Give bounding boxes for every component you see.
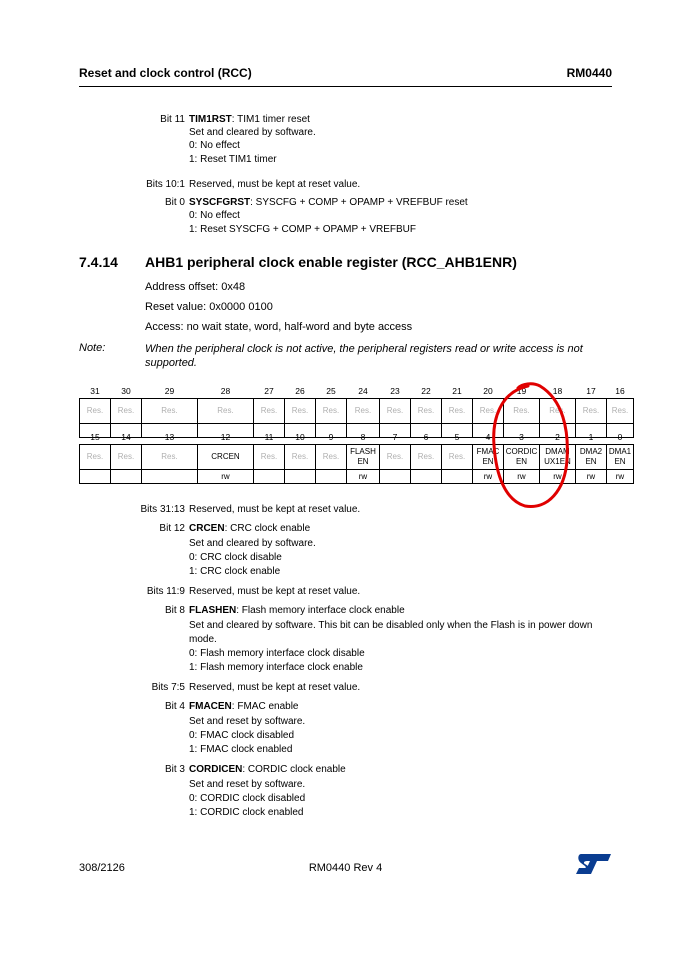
bit-number: 18 — [552, 386, 563, 396]
bit-desc: : TIM1 timer reset — [231, 114, 310, 125]
desc-line: 1: CORDIC clock enabled — [189, 807, 304, 818]
desc-line: 0: CRC clock disable — [189, 552, 282, 563]
bit-desc: : SYSCFG + COMP + OPAMP + VREFBUF reset — [250, 197, 468, 208]
bit-number: 6 — [423, 432, 429, 442]
reserved-cell: Res. — [285, 399, 316, 424]
bit-number: 15 — [90, 432, 100, 442]
bit-number: 5 — [454, 432, 460, 442]
bit-number: 2 — [555, 432, 560, 442]
bit-number: 14 — [121, 432, 131, 442]
bit-label: Bit 3 — [164, 764, 185, 775]
bit-number: 7 — [392, 432, 398, 442]
reserved-cell: Res. — [254, 399, 285, 424]
desc-line: 0: No effect — [189, 210, 240, 221]
reserved-cell: Res. — [576, 399, 607, 424]
bit-number: 13 — [164, 432, 175, 442]
reserved-cell: Res. — [111, 399, 142, 424]
bit-number: 11 — [264, 432, 274, 442]
reserved-cell: Res. — [111, 445, 142, 470]
access-cell — [111, 470, 142, 484]
bit-number: 31 — [90, 386, 100, 396]
bit-number: 16 — [615, 386, 625, 396]
bit-number: 26 — [295, 386, 305, 396]
bit-label: Bits 7:5 — [151, 682, 185, 693]
reserved-cell: Res. — [80, 445, 111, 470]
access-cell — [285, 470, 316, 484]
header-rule — [79, 86, 612, 87]
bit-name: FLASHEN — [189, 605, 237, 616]
access-cell: rw — [473, 470, 504, 484]
bit-name: CRCEN — [189, 523, 225, 534]
access-cell: rw — [540, 470, 576, 484]
reserved-cell: Res. — [540, 399, 576, 424]
field-dmamux1en: DMAM UX1EN — [540, 445, 576, 470]
desc-line: 1: Reset TIM1 timer — [189, 154, 277, 165]
bit-number: 24 — [358, 386, 368, 396]
desc-line: Set and cleared by software. — [189, 538, 316, 549]
bit-label: Bits 31:13 — [140, 504, 185, 515]
reserved-cell: Res. — [316, 399, 347, 424]
access-cell: rw — [347, 470, 380, 484]
access-cell: rw — [198, 470, 254, 484]
bit-label: Bit 0 — [164, 197, 185, 208]
bit-number: 29 — [164, 386, 175, 396]
register-map-lower — [79, 430, 634, 484]
bit-desc: Reserved, must be kept at reset value. — [189, 504, 361, 515]
reserved-cell: Res. — [504, 399, 540, 424]
bit-number: 28 — [220, 386, 231, 396]
bit-number: 3 — [519, 432, 524, 442]
desc-line: 0: FMAC clock disabled — [189, 730, 295, 741]
reserved-cell: Res. — [285, 445, 316, 470]
bit-desc: : FMAC enable — [231, 701, 299, 712]
access-cell — [80, 470, 111, 484]
section-title: AHB1 peripheral clock enable register (RCC_AHB1ENR) — [145, 254, 517, 270]
section-number: 7.4.14 — [79, 254, 118, 270]
bit-name: CORDICEN — [189, 764, 243, 775]
desc-line: 1: CRC clock enable — [189, 566, 281, 577]
note-text: When the peripheral clock is not active, the peripheral registers read or write access is not supported. — [145, 343, 583, 369]
bit-number: 20 — [483, 386, 493, 396]
st-logo-icon — [575, 852, 613, 876]
bit-desc: : CORDIC clock enable — [242, 764, 346, 775]
address-offset: Address offset: 0x48 — [145, 281, 246, 293]
access-cell: rw — [504, 470, 540, 484]
desc-line: Set and reset by software. — [189, 716, 306, 727]
bit-name: TIM1RST — [189, 114, 232, 125]
reserved-cell: Res. — [607, 399, 634, 424]
bit-desc: Reserved, must be kept at reset value. — [189, 682, 361, 693]
reserved-cell: Res. — [316, 445, 347, 470]
access-cell — [442, 470, 473, 484]
bit-number: 10 — [295, 432, 305, 442]
bit-desc: : CRC clock enable — [224, 523, 311, 534]
field-dma2en: DMA2 EN — [576, 445, 607, 470]
desc-line: 0: Flash memory interface clock disable — [189, 648, 365, 659]
field-cordicen: CORDIC EN — [504, 445, 540, 470]
field-flashen: FLASH EN — [347, 445, 380, 470]
reserved-cell: Res. — [142, 445, 198, 470]
bit-desc: Reserved, must be kept at reset value. — [189, 586, 361, 597]
desc-line: Set and cleared by software. This bit can be disabled only when the Flash is in power down — [189, 620, 593, 631]
desc-line: 1: Flash memory interface clock enable — [189, 662, 363, 673]
bit-number: 23 — [390, 386, 400, 396]
bit-number: 30 — [121, 386, 131, 396]
desc-line: Set and cleared by software. — [189, 127, 316, 138]
page-number: 308/2126 — [79, 862, 125, 874]
access-info: Access: no wait state, word, half-word and byte access — [145, 321, 413, 333]
bit-label: Bit 8 — [164, 605, 185, 616]
access-cell: rw — [607, 470, 634, 484]
bit-number: 25 — [326, 386, 336, 396]
desc-line: Set and reset by software. — [189, 779, 306, 790]
reserved-cell: Res. — [347, 399, 380, 424]
desc-line: 0: No effect — [189, 140, 240, 151]
access-cell — [411, 470, 442, 484]
reserved-cell: Res. — [411, 399, 442, 424]
header-doc-id: RM0440 — [566, 66, 612, 80]
bit-label: Bit 12 — [159, 523, 185, 534]
bit-number: 9 — [328, 432, 334, 442]
bit-number: 4 — [485, 432, 491, 442]
bit-desc: : Flash memory interface clock enable — [236, 605, 405, 616]
field-crcen: CRCEN — [198, 445, 254, 470]
desc-line: 1: Reset SYSCFG + COMP + OPAMP + VREFBUF — [189, 224, 417, 235]
bit-label: Bit 11 — [160, 114, 185, 125]
reserved-cell: Res. — [380, 399, 411, 424]
reserved-cell: Res. — [142, 399, 198, 424]
bit-name: SYSCFGRST — [189, 197, 251, 208]
reserved-cell: Res. — [80, 399, 111, 424]
bit-number: 1 — [588, 432, 594, 442]
reserved-cell: Res. — [380, 445, 411, 470]
reserved-cell: Res. — [442, 445, 473, 470]
bit-label: Bits 11:9 — [146, 586, 185, 597]
reserved-cell: Res. — [254, 445, 285, 470]
bit-number: 21 — [452, 386, 462, 396]
bit-name: FMACEN — [189, 701, 232, 712]
bit-label: Bits 10:1 — [146, 179, 185, 190]
access-cell — [316, 470, 347, 484]
bit-number: 0 — [617, 432, 623, 442]
bit-number: 27 — [264, 386, 274, 396]
desc-line: 1: FMAC clock enabled — [189, 744, 293, 755]
reserved-cell: Res. — [198, 399, 254, 424]
field-fmacen: FMAC EN — [473, 445, 504, 470]
access-cell — [142, 470, 198, 484]
reserved-cell: Res. — [442, 399, 473, 424]
reserved-cell: Res. — [473, 399, 504, 424]
header-section-title: Reset and clock control (RCC) — [79, 66, 252, 80]
reset-value: Reset value: 0x0000 0100 — [145, 301, 273, 313]
bit-desc: Reserved, must be kept at reset value. — [189, 179, 361, 190]
bit-number: 8 — [360, 432, 366, 442]
bit-number: 17 — [586, 386, 596, 396]
desc-line: 0: CORDIC clock disabled — [189, 793, 306, 804]
field-dma1en: DMA1 EN — [607, 445, 634, 470]
doc-revision: RM0440 Rev 4 — [308, 862, 383, 874]
bit-label: Bit 4 — [164, 701, 185, 712]
access-cell — [254, 470, 285, 484]
reserved-cell: Res. — [411, 445, 442, 470]
bit-number: 22 — [421, 386, 431, 396]
bit-number: 19 — [516, 386, 527, 396]
desc-line: mode. — [189, 634, 217, 645]
note-label: Note: — [79, 342, 106, 354]
access-cell: rw — [576, 470, 607, 484]
bit-number: 12 — [220, 432, 231, 442]
access-cell — [380, 470, 411, 484]
